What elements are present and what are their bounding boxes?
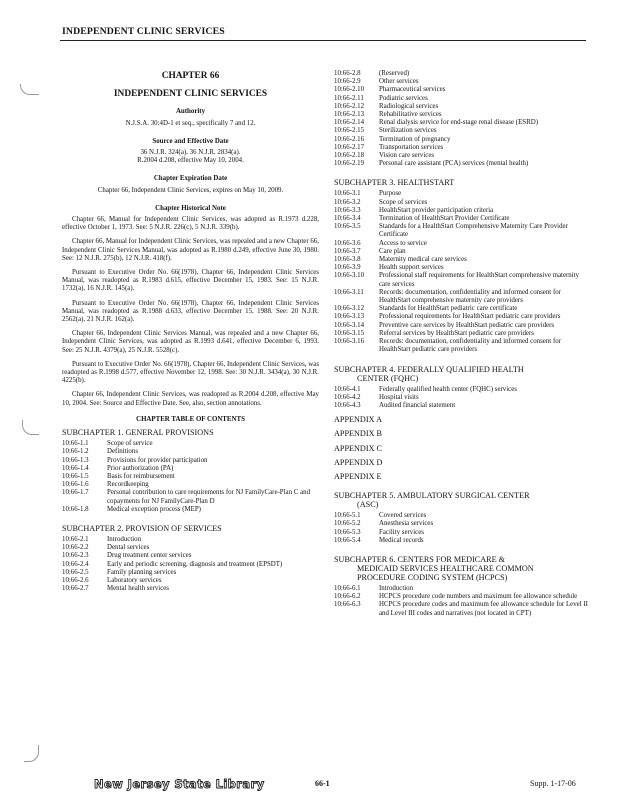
toc-entry-text: Introduction <box>379 584 414 592</box>
toc-entry <box>62 577 319 585</box>
toc-entry-number: 10:66-2.12 <box>334 102 365 110</box>
toc-entry-number: 10:66-2.10 <box>334 86 365 94</box>
toc-entry <box>334 199 588 207</box>
toc-entry-text: Hospital visits <box>379 393 419 401</box>
toc-entry-text: Pharmaceutical services <box>379 86 446 94</box>
toc-entry <box>334 322 588 330</box>
toc-entry <box>334 86 588 94</box>
toc-entry-text: Definitions <box>107 448 139 456</box>
toc-entry-number: 10:66-3.6 <box>334 239 361 247</box>
toc-entry-number: 10:66-2.18 <box>334 152 365 160</box>
toc-entry-text: Scope of services <box>379 198 428 206</box>
toc-entry-number: 10:66-1.4 <box>62 464 89 472</box>
toc-entry-number: 10:66-2.7 <box>62 585 89 593</box>
toc-entry <box>62 569 319 577</box>
toc-entry-text: HCPCS procedure codes and maximum fee allowance schedule for Level II and Level III codes and narratives (not located in CPT) <box>379 601 588 617</box>
toc-entry-text: Federally qualified health center (FQHC) services <box>379 385 517 393</box>
toc-entry-text: Audited financial statement <box>379 401 456 409</box>
subchapter-title-line: CENTER (FQHC) <box>357 373 419 383</box>
toc-entry-text: Renal dialysis service for end-stage renal disease (ESRD) <box>379 119 539 127</box>
toc-entry <box>334 223 588 239</box>
toc-entry-number: 10:66-6.1 <box>334 584 361 592</box>
toc-entry-number: 10:66-2.15 <box>334 127 365 135</box>
library-stamp: New Jersey State Library <box>94 777 265 791</box>
toc-entry-text: Recordkeeping <box>107 481 149 489</box>
toc-entry-number: 10:66-2.19 <box>334 160 365 168</box>
subchapter-title-line: SUBCHAPTER 6. CENTERS FOR MEDICARE & <box>334 554 506 564</box>
toc-entry-text: Provisions for provider participation <box>107 456 208 464</box>
toc-entry-text: Preventive care services by HealthStart pediatric care providers <box>379 321 555 329</box>
toc-entry-text: Rehabilitative services <box>379 111 442 119</box>
toc-entry-text: Other services <box>379 78 419 86</box>
toc-list <box>62 440 319 514</box>
toc-entry <box>334 529 588 537</box>
toc-entry-number: 10:66-3.4 <box>334 215 361 223</box>
toc-entry <box>334 144 588 152</box>
toc-entry <box>334 313 588 321</box>
toc-list <box>334 386 588 411</box>
appendix-item: APPENDIX D <box>334 457 383 467</box>
toc-entry <box>62 440 319 448</box>
toc-list <box>334 585 588 618</box>
toc-entry-number: 10:66-3.1 <box>334 190 361 198</box>
toc-entry-text: Introduction <box>107 535 142 543</box>
toc-entry-text: Transportation services <box>379 143 444 151</box>
toc-entry-text: Drug treatment center services <box>107 552 192 560</box>
toc-entry-number: 10:66-1.5 <box>62 472 89 480</box>
toc-entry-text: Termination of pregnancy <box>379 135 451 143</box>
toc-entry-text: Purpose <box>379 190 402 198</box>
toc-entry <box>334 593 588 601</box>
toc-entry <box>334 512 588 520</box>
toc-entry-text: HCPCS procedure code numbers and maximum fee allowance schedule <box>379 593 578 601</box>
toc-entry-number: 10:66-2.1 <box>62 535 89 543</box>
toc-entry <box>334 386 588 394</box>
toc-entry-number: 10:66-3.3 <box>334 206 361 214</box>
toc-entry <box>334 330 588 338</box>
toc-entry <box>334 160 588 168</box>
toc-entry-number: 10:66-2.9 <box>334 78 361 86</box>
toc-entry-number: 10:66-2.4 <box>62 560 89 568</box>
toc-entry <box>334 256 588 264</box>
toc-entry-number: 10:66-2.2 <box>62 544 89 552</box>
toc-entry-number: 10:66-4.1 <box>334 385 361 393</box>
toc-entry-text: Health support services <box>379 264 444 272</box>
toc-entry-number: 10:66-1.8 <box>62 505 89 513</box>
toc-entry <box>62 506 319 514</box>
history-note: Pursuant to Executive Order No. 66(1978), Chapter 66, Independent Clinic Services Manual, was readopted as R.1988 d.633, effective December 15, 1988. See: 20 N.J.R. 2562(a), 21 N.J.R. 162(a). <box>62 299 319 324</box>
toc-entry-text: Scope of service <box>107 440 153 448</box>
history-note: Chapter 66, Manual for Independent Clinic Services, was repealed and a new Chapter 66, Independent Clinic Services Manual, was adopted as R.1980 d.249, effective June 30, 1980. See: 12 N.J.R. 275(b), 12 N.J.R. 418(f). <box>62 238 319 262</box>
toc-entry-number: 10:66-3.14 <box>334 321 365 329</box>
toc-entry-text: Podiatric services <box>379 94 428 102</box>
toc-entry-number: 10:66-3.7 <box>334 247 361 255</box>
header-rule <box>60 40 586 41</box>
toc-entry-number: 10:66-1.1 <box>62 440 89 448</box>
toc-entry-number: 10:66-3.2 <box>334 198 361 206</box>
source-line: 36 N.J.R. 324(a), 36 N.J.R. 2834(a). <box>140 149 241 157</box>
subchapter-title <box>334 491 588 509</box>
margin-mark <box>24 745 39 762</box>
toc-entry <box>334 127 588 135</box>
subchapter-title-line: MEDICAID SERVICES HEALTHCARE COMMON <box>357 563 534 573</box>
toc-entry-number: 10:66-6.3 <box>334 601 361 609</box>
toc-entry-text: Anesthesia services <box>379 520 434 528</box>
toc-entry <box>334 240 588 248</box>
running-header: INDEPENDENT CLINIC SERVICES <box>62 26 225 37</box>
toc-entry-text: (Reserved) <box>379 70 410 77</box>
toc-entry <box>334 70 588 78</box>
subchapter-title <box>334 365 588 383</box>
toc-entry-number: 10:66-5.1 <box>334 512 361 520</box>
toc-entry-text: Personal care assistant (PCA) services (mental health) <box>379 160 529 168</box>
appendix-item: APPENDIX C <box>334 443 382 453</box>
history-note: Chapter 66, Independent Clinic Services Manual, was repealed and a new Chapter 66, Independent Clinic Services, was adopted as R.1993 d.641, effective December 6, 1993. See: 25 N.J.R. 4379(a), 25 N.J.R. 5528(c). <box>62 330 319 354</box>
toc-entry <box>334 103 588 111</box>
source-heading: Source and Effective Date <box>152 137 229 145</box>
authority-heading: Authority <box>175 108 206 116</box>
toc-entry-number: 10:66-5.4 <box>334 536 361 544</box>
toc-entry-number: 10:66-3.15 <box>334 329 365 337</box>
subchapter-title <box>334 555 588 582</box>
toc-entry-number: 10:66-3.10 <box>334 272 365 280</box>
expiration-heading: Chapter Expiration Date <box>153 175 228 183</box>
toc-entry-text: Basis for reimbursement <box>107 472 175 480</box>
toc-entry-number: 10:66-2.8 <box>334 70 361 77</box>
toc-entry-text: Covered services <box>379 512 427 520</box>
toc-list <box>334 70 588 168</box>
toc-entry <box>334 78 588 86</box>
toc-entry-text: Termination of HealthStart Provider Certificate <box>379 215 510 223</box>
toc-entry-number: 10:66-3.11 <box>334 288 364 296</box>
toc-entry-text: Records: documentation, confidentiality and informed consent for HealthStart comprehensive maternity care providers <box>379 288 561 305</box>
toc-entry-number: 10:66-1.7 <box>62 489 89 497</box>
toc-entry <box>334 289 588 305</box>
toc-entry <box>334 136 588 144</box>
toc-entry <box>334 111 588 119</box>
toc-entry <box>334 119 588 127</box>
chapter-title: INDEPENDENT CLINIC SERVICES <box>113 89 268 100</box>
expiration-text: Chapter 66, Independent Clinic Services, expires on May 10, 2009. <box>97 186 284 194</box>
toc-entry <box>334 537 588 545</box>
toc-entry-text: Medical exception process (MEP) <box>107 505 201 513</box>
right-column <box>334 70 588 618</box>
toc-entry-text: Personal contribution to care requirements for NJ FamilyCare-Plan C and copayments for NJ FamilyCare-Plan D <box>107 489 311 505</box>
toc-list <box>62 536 319 593</box>
toc-entry-number: 10:66-1.6 <box>62 481 89 489</box>
toc-entry <box>334 394 588 402</box>
toc-entry <box>334 402 588 410</box>
subchapter-title-line: PROCEDURE CODING SYSTEM (HCPCS) <box>357 572 508 582</box>
subchapter-title-line: (ASC) <box>357 500 379 510</box>
toc-entry-text: Maternity medical care services <box>379 256 467 264</box>
authority-text: N.J.S.A. 30:4D-1 et seq., specifically 7 and 12. <box>125 119 256 127</box>
history-heading: Chapter Historical Note <box>155 204 226 212</box>
toc-entry <box>62 465 319 473</box>
subchapter-title: SUBCHAPTER 1. GENERAL PROVISIONS <box>62 428 214 438</box>
appendix-item: APPENDIX E <box>334 471 382 481</box>
toc-entry-text: Early and periodic screening, diagnosis and treatment (EPSDT) <box>107 560 283 568</box>
toc-entry <box>334 601 588 617</box>
toc-entry <box>62 552 319 560</box>
toc-entry-number: 10:66-4.3 <box>334 401 361 409</box>
toc-entry-text: Standards for a HealthStart Comprehensive Maternity Care Provider Certificate <box>379 223 568 239</box>
appendix-item: APPENDIX A <box>334 415 382 425</box>
toc-entry-text: Prior authorization (PA) <box>107 464 174 472</box>
toc-heading: CHAPTER TABLE OF CONTENTS <box>136 415 245 423</box>
toc-entry-text: Medical records <box>379 536 424 544</box>
toc-entry <box>334 152 588 160</box>
source-line: R.2004 d.208, effective May 10, 2004. <box>137 157 244 165</box>
toc-entry <box>334 305 588 313</box>
toc-entry-number: 10:66-2.13 <box>334 111 365 119</box>
toc-entry <box>62 473 319 481</box>
toc-entry <box>334 338 588 354</box>
toc-entry <box>334 248 588 256</box>
toc-entry-text: Professional requirements for HealthStart pediatric care providers <box>379 313 561 321</box>
toc-entry <box>334 95 588 103</box>
toc-entry <box>334 585 588 593</box>
toc-entry-text: Laboratory services <box>107 576 162 584</box>
history-note: Pursuant to Executive Order No. 66(1978), Chapter 66, Independent Clinic Services Manual, was readopted as R.1983 d.615, effective December 15, 1983. See: 15 N.J.R. 1732(a), 16 N.J.R. 145(a). <box>62 269 319 293</box>
toc-entry-number: 10:66-4.2 <box>334 393 361 401</box>
toc-entry-number: 10:66-3.5 <box>334 223 361 231</box>
history-note: Pursuant to Executive Order No. 66(1978), Chapter 66, Independent Clinic Services, was readopted as R.1998 d.577, effective November 12, 1998. See: 30 N.J.R. 3434(a), 30 N.J.R. 4225(b). <box>62 360 319 385</box>
toc-entry <box>62 561 319 569</box>
left-column <box>62 70 319 593</box>
toc-entry-number: 10:66-1.2 <box>62 448 89 456</box>
toc-entry-number: 10:66-5.2 <box>334 520 361 528</box>
toc-entry <box>62 585 319 593</box>
toc-entry-text: Radiological services <box>379 102 439 110</box>
supplement-date: Supp. 1-17-06 <box>530 779 576 788</box>
toc-entry-text: Family planning services <box>107 568 177 576</box>
toc-entry <box>62 481 319 489</box>
toc-list <box>334 190 588 354</box>
toc-entry-number: 10:66-2.17 <box>334 143 365 151</box>
margin-mark <box>22 420 39 435</box>
toc-entry-number: 10:66-3.9 <box>334 264 361 272</box>
chapter-number: CHAPTER 66 <box>161 71 220 81</box>
toc-entry-number: 10:66-3.12 <box>334 305 365 313</box>
toc-entry <box>334 190 588 198</box>
toc-entry-number: 10:66-2.3 <box>62 552 89 560</box>
toc-entry <box>62 544 319 552</box>
toc-entry <box>62 448 319 456</box>
toc-entry <box>334 272 588 288</box>
history-note: Chapter 66, Manual for Independent Clinic Services, was adopted as R.1973 d.228, effective October 1, 1973. See: 5 N.J.R. 226(c), 5 N.J.R. 339(b). <box>62 216 319 232</box>
toc-entry-number: 10:66-2.5 <box>62 568 89 576</box>
toc-list <box>334 512 588 545</box>
toc-entry-text: Care plan <box>379 247 406 255</box>
toc-entry-text: Referral services by HealthStart pediatric care providers <box>379 329 534 337</box>
toc-entry <box>334 264 588 272</box>
toc-entry <box>334 520 588 528</box>
margin-mark <box>20 84 39 95</box>
toc-entry-number: 10:66-6.2 <box>334 593 361 601</box>
toc-entry-text: Access to service <box>379 239 427 247</box>
toc-entry-text: Vision care services <box>379 152 435 160</box>
toc-entry <box>334 215 588 223</box>
subchapter-title: SUBCHAPTER 3. HEALTHSTART <box>334 178 455 188</box>
subchapter-title-line: SUBCHAPTER 4. FEDERALLY QUALIFIED HEALTH <box>334 364 524 374</box>
toc-entry-text: Dental services <box>107 544 150 552</box>
toc-entry-number: 10:66-2.14 <box>334 119 365 127</box>
toc-entry <box>334 207 588 215</box>
toc-entry-number: 10:66-3.16 <box>334 338 365 346</box>
toc-entry-text: Standards for HealthStart pediatric care certificate <box>379 305 518 313</box>
toc-entry-number: 10:66-3.13 <box>334 313 365 321</box>
toc-entry-text: Professional staff requirements for HealthStart comprehensive maternity care services <box>379 272 580 288</box>
toc-entry-text: Mental health services <box>107 585 169 593</box>
toc-entry-number: 10:66-2.16 <box>334 135 365 143</box>
toc-entry <box>62 457 319 465</box>
toc-entry-number: 10:66-2.11 <box>334 94 364 102</box>
toc-entry-text: Records: documentation, confidentiality and informed consent for HealthStart pediatric care providers <box>379 338 561 354</box>
toc-entry-number: 10:66-1.3 <box>62 456 89 464</box>
toc-entry-text: Sterilization services <box>379 127 437 135</box>
page-number: 66-1 <box>315 779 330 788</box>
toc-entry <box>62 489 319 505</box>
toc-entry-number: 10:66-5.3 <box>334 528 361 536</box>
toc-entry-number: 10:66-3.8 <box>334 256 361 264</box>
toc-entry-text: Facility services <box>379 528 424 536</box>
appendix-item: APPENDIX B <box>334 429 382 439</box>
toc-entry-number: 10:66-2.6 <box>62 576 89 584</box>
history-note: Chapter 66, Independent Clinic Services, was readopted as R.2004 d.208, effective May 10, 2004. See: Source and Effective Date. See, also, section annotations. <box>62 391 319 407</box>
toc-entry <box>62 536 319 544</box>
subchapter-title-line: SUBCHAPTER 5. AMBULATORY SURGICAL CENTER <box>334 491 530 501</box>
toc-entry-text: HealthStart provider participation criteria <box>379 206 494 214</box>
subchapter-title: SUBCHAPTER 2. PROVISION OF SERVICES <box>62 523 222 533</box>
